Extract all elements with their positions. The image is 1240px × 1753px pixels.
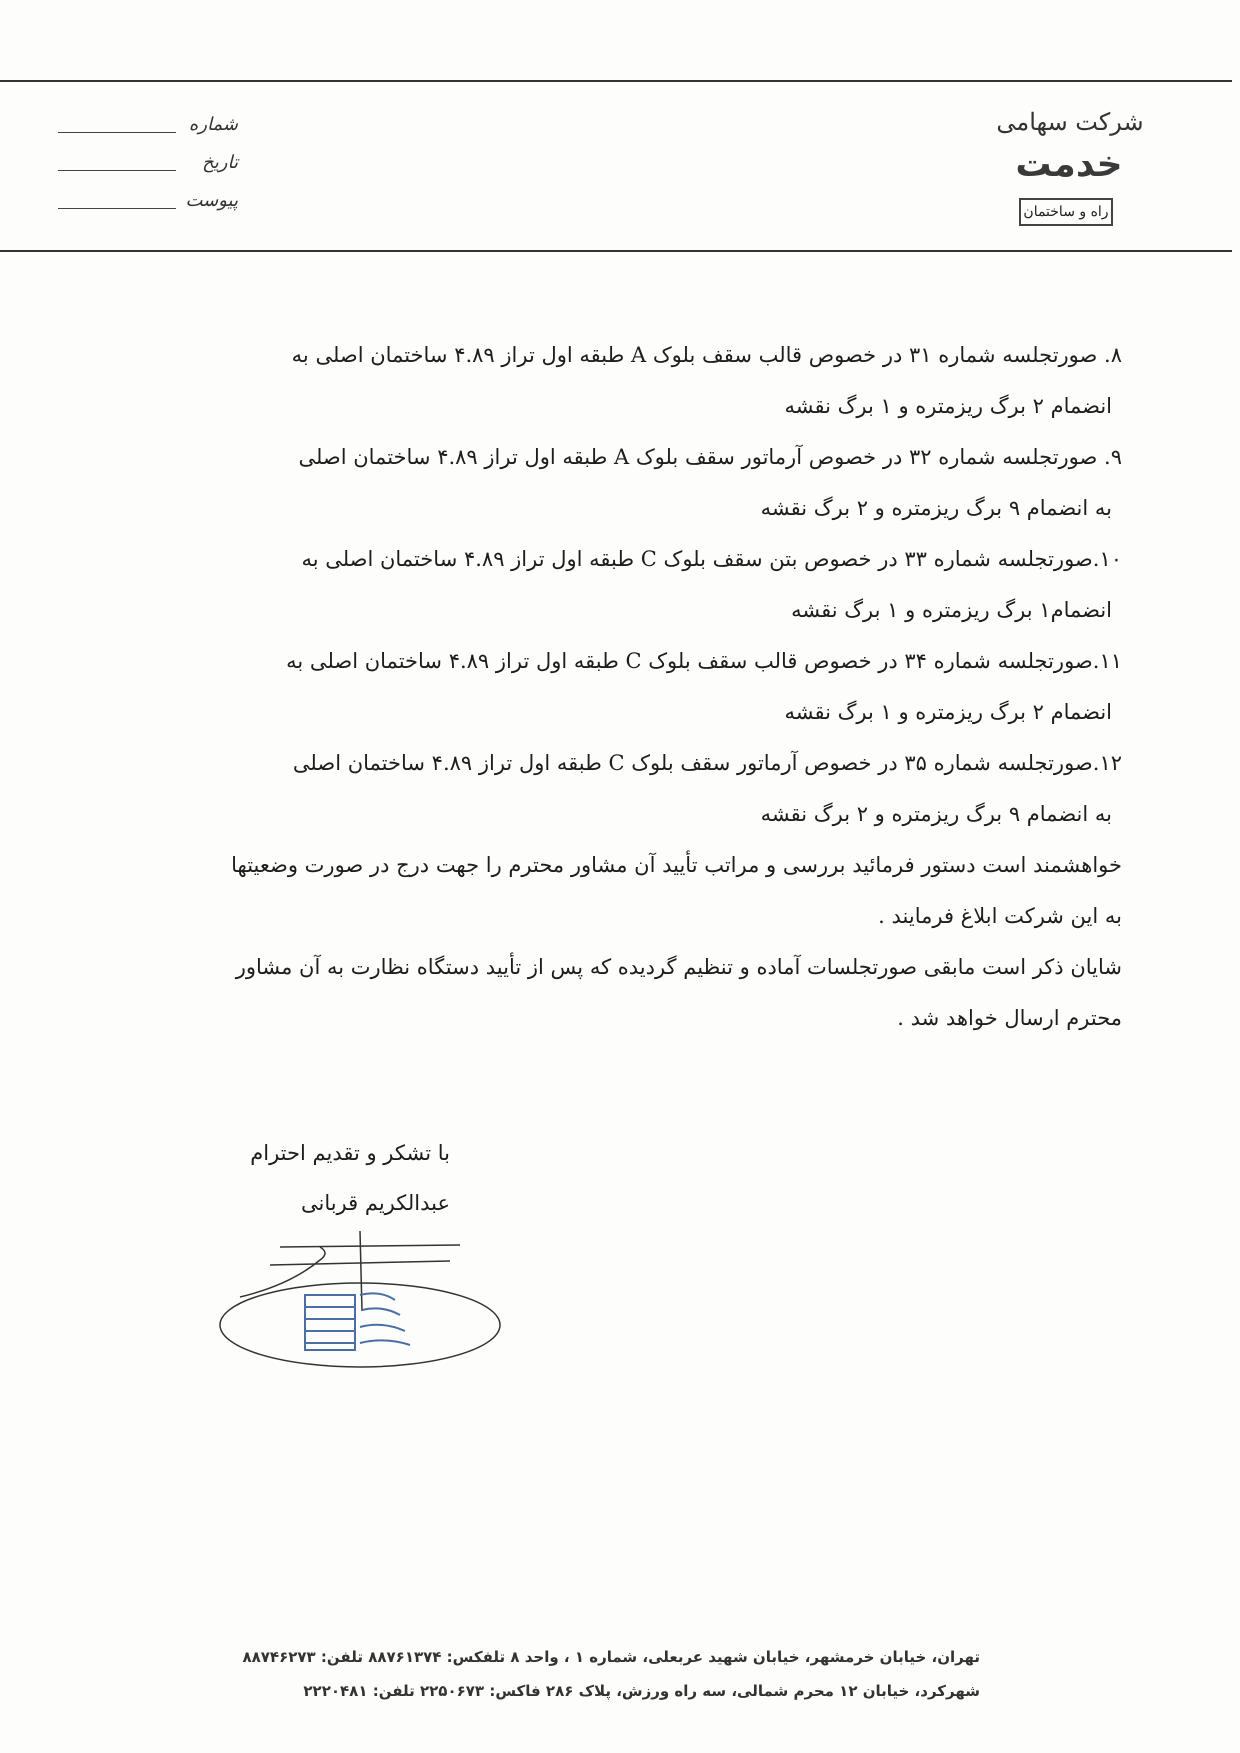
meta-date-field	[58, 152, 238, 184]
meta-number-field	[58, 114, 238, 146]
closing-greeting: با تشکر و تقدیم احترام	[250, 1141, 450, 1165]
signature-strokes	[240, 1231, 460, 1311]
footer-addresses	[242, 1640, 980, 1708]
item-line: انضمام۱ برگ ریزمتره و ۱ برگ نقشه	[791, 598, 1112, 622]
stamp-outline	[220, 1283, 500, 1367]
header-bottom-rule	[0, 250, 1232, 252]
signature-stamp-image	[210, 1225, 510, 1375]
footer-shahrekord-address: شهرکرد، خیابان ۱۲ محرم شمالی، سه راه ورزش، پلاک ۲۸۶ فاکس: ۲۲۵۰۶۷۳ تلفن: ۲۲۲۰۴۸۱	[303, 1682, 980, 1700]
company-caption: شرکت سهامی	[996, 108, 1144, 136]
list-item	[182, 636, 1122, 738]
item-line: ۹. صورتجلسه شماره ۳۲ در خصوص آرماتور سقف بلوک A طبقه اول تراز ۴.۸۹ ساختمان اصلی	[298, 445, 1122, 469]
list-item	[182, 534, 1122, 636]
item-line: به انضمام ۹ برگ ریزمتره و ۲ برگ نقشه	[760, 496, 1112, 520]
footer-tehran-address: تهران، خیابان خرمشهر، خیابان شهید عربعلی، شماره ۱ ، واحد ۸ تلفکس: ۸۸۷۶۱۳۷۴ تلفن: ۸۸۷۴۶۲۷۳	[242, 1648, 980, 1666]
signer-name: عبدالکریم قربانی	[300, 1191, 450, 1215]
closing-block	[210, 1128, 450, 1228]
paragraph-line: شایان ذکر است مابقی صورتجلسات آماده و تنظیم گردیده که پس از تأیید دستگاه نظارت به آن مشاور	[235, 955, 1122, 979]
letter-body	[182, 330, 1122, 1044]
meta-number-label: شماره	[188, 114, 238, 135]
item-line: ۱۰.صورتجلسه شماره ۳۳ در خصوص بتن سقف بلوک C طبقه اول تراز ۴.۸۹ ساختمان اصلی به	[301, 547, 1122, 571]
meta-attachment-label: پیوست	[185, 190, 238, 211]
paragraph-line: به این شرکت ابلاغ فرمایند .	[878, 904, 1122, 928]
item-line: ۸. صورتجلسه شماره ۳۱ در خصوص قالب سقف بلوک A طبقه اول تراز ۴.۸۹ ساختمان اصلی به	[291, 343, 1122, 367]
meta-attachment-field	[58, 190, 238, 222]
meta-number-line	[58, 132, 176, 133]
company-logo	[995, 108, 1145, 233]
item-line: به انضمام ۹ برگ ریزمتره و ۲ برگ نقشه	[760, 802, 1112, 826]
company-subtitle: راه و ساختمان	[1019, 198, 1113, 226]
meta-date-label: تاریخ	[202, 152, 238, 173]
company-seal	[305, 1293, 410, 1350]
header-top-rule	[0, 80, 1232, 82]
list-item	[182, 738, 1122, 840]
item-line: انضمام ۲ برگ ریزمتره و ۱ برگ نقشه	[784, 394, 1112, 418]
item-line: ۱۱.صورتجلسه شماره ۳۴ در خصوص قالب سقف بلوک C طبقه اول تراز ۴.۸۹ ساختمان اصلی به	[286, 649, 1122, 673]
meta-date-line	[58, 170, 176, 171]
paragraph-line: محترم ارسال خواهد شد .	[897, 1006, 1122, 1030]
company-name: خدمت	[1015, 144, 1123, 185]
request-paragraph	[182, 840, 1122, 942]
meta-attachment-line	[58, 208, 176, 209]
item-line: ۱۲.صورتجلسه شماره ۳۵ در خصوص آرماتور سقف بلوک C طبقه اول تراز ۴.۸۹ ساختمان اصلی	[292, 751, 1122, 775]
list-item	[182, 432, 1122, 534]
note-paragraph	[182, 942, 1122, 1044]
item-line: انضمام ۲ برگ ریزمتره و ۱ برگ نقشه	[784, 700, 1112, 724]
list-item	[182, 330, 1122, 432]
paragraph-line: خواهشمند است دستور فرمائید بررسی و مراتب تأیید آن مشاور محترم را جهت درج در صورت وضعیتها	[231, 853, 1122, 877]
